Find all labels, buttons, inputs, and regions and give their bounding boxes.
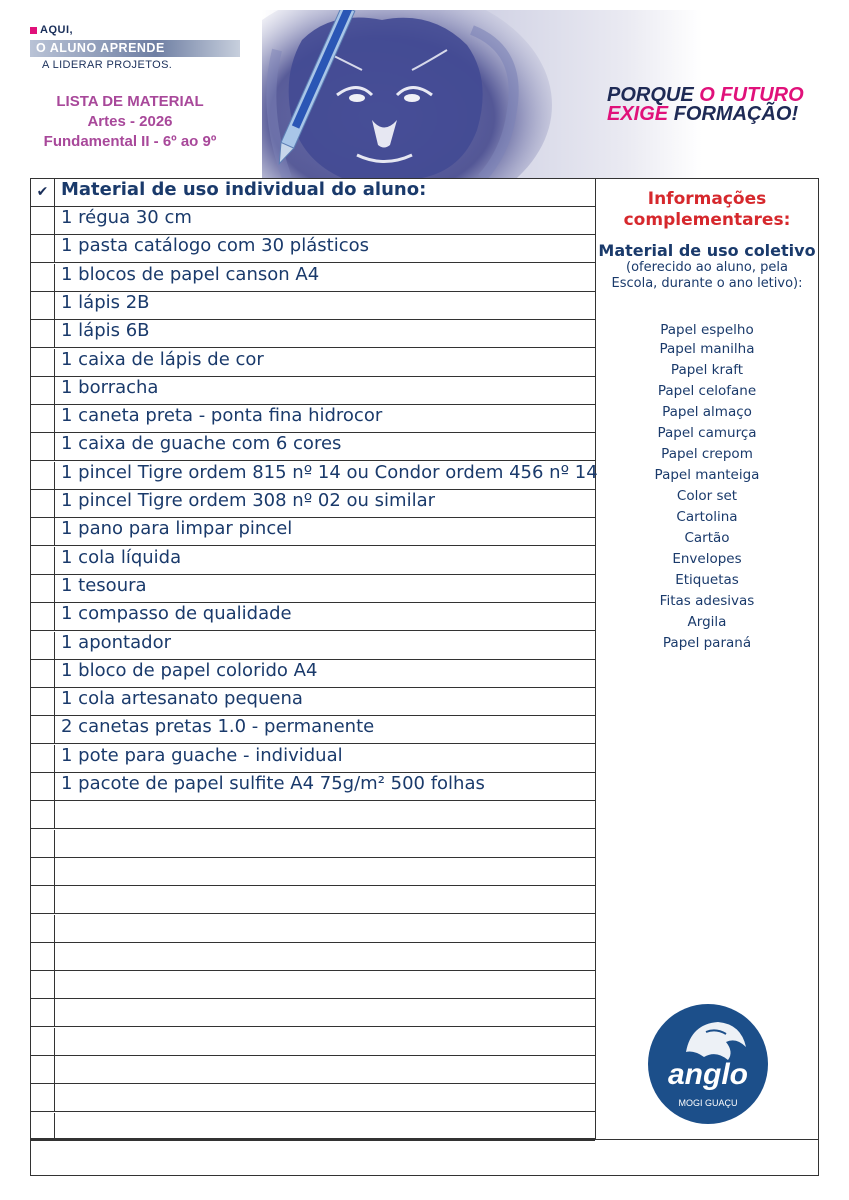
table-row xyxy=(31,801,595,829)
material-item: 1 compasso de qualidade xyxy=(61,603,292,625)
table-row xyxy=(31,235,595,263)
check-cell xyxy=(31,207,55,234)
check-cell xyxy=(31,292,55,319)
table-row xyxy=(31,320,595,348)
table-row xyxy=(31,264,595,292)
table-row xyxy=(31,547,595,575)
coletivo-title: Material de uso coletivo xyxy=(598,241,816,260)
check-cell xyxy=(31,688,55,715)
slogan xyxy=(30,24,245,71)
info-title-line-1: Informações xyxy=(647,189,767,209)
coletivo-item: Papel espelho xyxy=(660,322,754,338)
check-cell xyxy=(31,377,55,404)
material-item: 1 caneta preta - ponta fina hidrocor xyxy=(61,405,383,427)
check-cell xyxy=(31,660,55,687)
pen-icon xyxy=(262,10,382,178)
material-item: 1 lápis 2B xyxy=(61,291,150,313)
check-cell xyxy=(31,264,55,291)
check-cell xyxy=(31,547,55,574)
coletivo-item: Papel almaço xyxy=(662,404,752,420)
material-item: 1 pacote de papel sulfite A4 75g/m² 500 folhas xyxy=(61,773,485,794)
check-cell xyxy=(31,603,55,630)
motto-part-2: O FUTURO xyxy=(699,84,804,106)
coletivo-item: Papel manilha xyxy=(659,341,755,357)
slogan-line-2: O ALUNO APRENDE xyxy=(30,40,240,57)
table-row xyxy=(31,971,595,999)
material-item: 1 borracha xyxy=(61,376,159,398)
check-cell xyxy=(31,773,55,800)
motto-part-3: EXIGE xyxy=(607,103,674,125)
table-row xyxy=(31,773,595,801)
check-cell xyxy=(31,915,55,942)
checkmark-icon: ✔ xyxy=(31,179,55,206)
table-row xyxy=(31,999,595,1027)
check-cell xyxy=(31,1113,55,1140)
check-cell xyxy=(31,349,55,376)
table-header-label: Material de uso individual do aluno: xyxy=(61,179,427,200)
coletivo-list xyxy=(596,322,818,654)
check-cell xyxy=(31,830,55,857)
material-item: 1 blocos de papel canson A4 xyxy=(61,263,320,285)
title-line-3: Fundamental II - 6º ao 9º xyxy=(43,133,217,150)
coletivo-item: Papel celofane xyxy=(657,383,757,399)
table-row xyxy=(31,518,595,546)
table-row xyxy=(31,575,595,603)
check-cell xyxy=(31,405,55,432)
check-cell xyxy=(31,745,55,772)
table-row xyxy=(31,433,595,461)
check-cell xyxy=(31,320,55,347)
table-row xyxy=(31,490,595,518)
table-row xyxy=(31,915,595,943)
anglo-logo-icon xyxy=(646,1002,770,1126)
table-row xyxy=(31,1056,595,1084)
info-title xyxy=(596,189,818,231)
logo-name: anglo xyxy=(668,1058,748,1091)
coletivo-item: Etiquetas xyxy=(675,572,739,588)
check-cell xyxy=(31,632,55,659)
material-item: 1 pasta catálogo com 30 plásticos xyxy=(61,235,369,257)
table-row xyxy=(31,830,595,858)
material-table xyxy=(30,178,596,1139)
table-row xyxy=(31,660,595,688)
check-cell xyxy=(31,801,55,828)
table-row xyxy=(31,377,595,405)
check-cell xyxy=(31,575,55,602)
motto-part-4: FORMAÇÃO! xyxy=(673,103,799,125)
material-item: 1 bloco de papel colorido A4 xyxy=(61,659,318,681)
pink-square-icon xyxy=(30,27,37,34)
material-item: 1 pincel Tigre ordem 308 nº 02 ou similar xyxy=(61,490,436,511)
material-item: 1 caixa de lápis de cor xyxy=(61,348,264,370)
table-row xyxy=(31,461,598,490)
table-row xyxy=(31,1028,595,1056)
coletivo-item: Papel manteiga xyxy=(654,467,760,483)
table-row xyxy=(31,943,595,971)
check-cell xyxy=(31,490,55,517)
slogan-line-3: A LIDERAR PROJETOS. xyxy=(42,59,173,71)
table-header-row xyxy=(31,179,595,207)
table-row xyxy=(31,688,595,716)
check-cell xyxy=(31,943,55,970)
logo-city: MOGI GUAÇU xyxy=(678,1098,738,1108)
material-item: 2 canetas pretas 1.0 - permanente xyxy=(61,716,375,738)
material-item: 1 pote para guache - individual xyxy=(61,744,343,766)
page-title xyxy=(30,92,230,152)
slogan-line-1: AQUI, xyxy=(40,24,74,36)
coletivo-item: Papel crepom xyxy=(661,446,753,462)
table-row xyxy=(31,1113,595,1141)
note-line-2: Escola, durante o ano letivo): xyxy=(611,276,803,291)
material-item: 1 pano para limpar pincel xyxy=(61,518,293,540)
material-item: 1 lápis 6B xyxy=(61,320,150,342)
check-cell xyxy=(31,886,55,913)
table-row xyxy=(31,405,595,433)
table-row xyxy=(31,1084,595,1112)
material-item: 1 pincel Tigre ordem 815 nº 14 ou Condor ordem 456 nº 14 xyxy=(61,461,598,483)
motto xyxy=(607,86,827,124)
coletivo-item: Papel paraná xyxy=(662,635,752,651)
table-row xyxy=(31,292,595,320)
material-item: 1 tesoura xyxy=(61,574,147,596)
table-row xyxy=(31,349,595,377)
note-line-1: (oferecido ao aluno, pela xyxy=(626,260,788,275)
material-item: 1 caixa de guache com 6 cores xyxy=(61,433,342,455)
table-row xyxy=(31,886,595,914)
check-cell xyxy=(31,716,55,743)
check-cell xyxy=(31,1084,55,1111)
coletivo-item: Papel kraft xyxy=(670,362,744,378)
motto-part-1: PORQUE xyxy=(607,84,700,106)
coletivo-item: Papel camurça xyxy=(657,425,757,441)
check-cell xyxy=(31,462,55,489)
material-item: 1 cola artesanato pequena xyxy=(61,688,303,710)
check-cell xyxy=(31,518,55,545)
coletivo-note xyxy=(596,260,818,292)
table-row xyxy=(31,858,595,886)
info-title-line-2: complementares: xyxy=(623,210,791,230)
coletivo-item: Cartolina xyxy=(676,509,738,525)
coletivo-item: Fitas adesivas xyxy=(659,593,755,609)
material-item: 1 cola líquida xyxy=(61,546,182,568)
check-cell xyxy=(31,1056,55,1083)
check-cell xyxy=(31,1028,55,1055)
check-cell xyxy=(31,999,55,1026)
footer-box xyxy=(30,1139,819,1176)
table-row xyxy=(31,716,595,744)
coletivo-item: Envelopes xyxy=(672,551,742,567)
title-line-2: Artes - 2026 xyxy=(87,113,173,130)
table-row xyxy=(31,207,595,235)
coletivo-item: Argila xyxy=(687,614,727,630)
check-cell xyxy=(31,858,55,885)
coletivo-item: Color set xyxy=(676,488,738,504)
check-cell xyxy=(31,235,55,262)
coletivo-item: Cartão xyxy=(684,530,730,546)
material-item: 1 régua 30 cm xyxy=(61,207,192,228)
check-cell xyxy=(31,971,55,998)
material-item: 1 apontador xyxy=(61,631,171,653)
check-cell xyxy=(31,433,55,460)
table-row xyxy=(31,603,595,631)
table-row xyxy=(31,745,595,773)
title-line-1: LISTA DE MATERIAL xyxy=(56,93,204,110)
table-row xyxy=(31,632,595,660)
side-info-panel xyxy=(596,178,819,1139)
